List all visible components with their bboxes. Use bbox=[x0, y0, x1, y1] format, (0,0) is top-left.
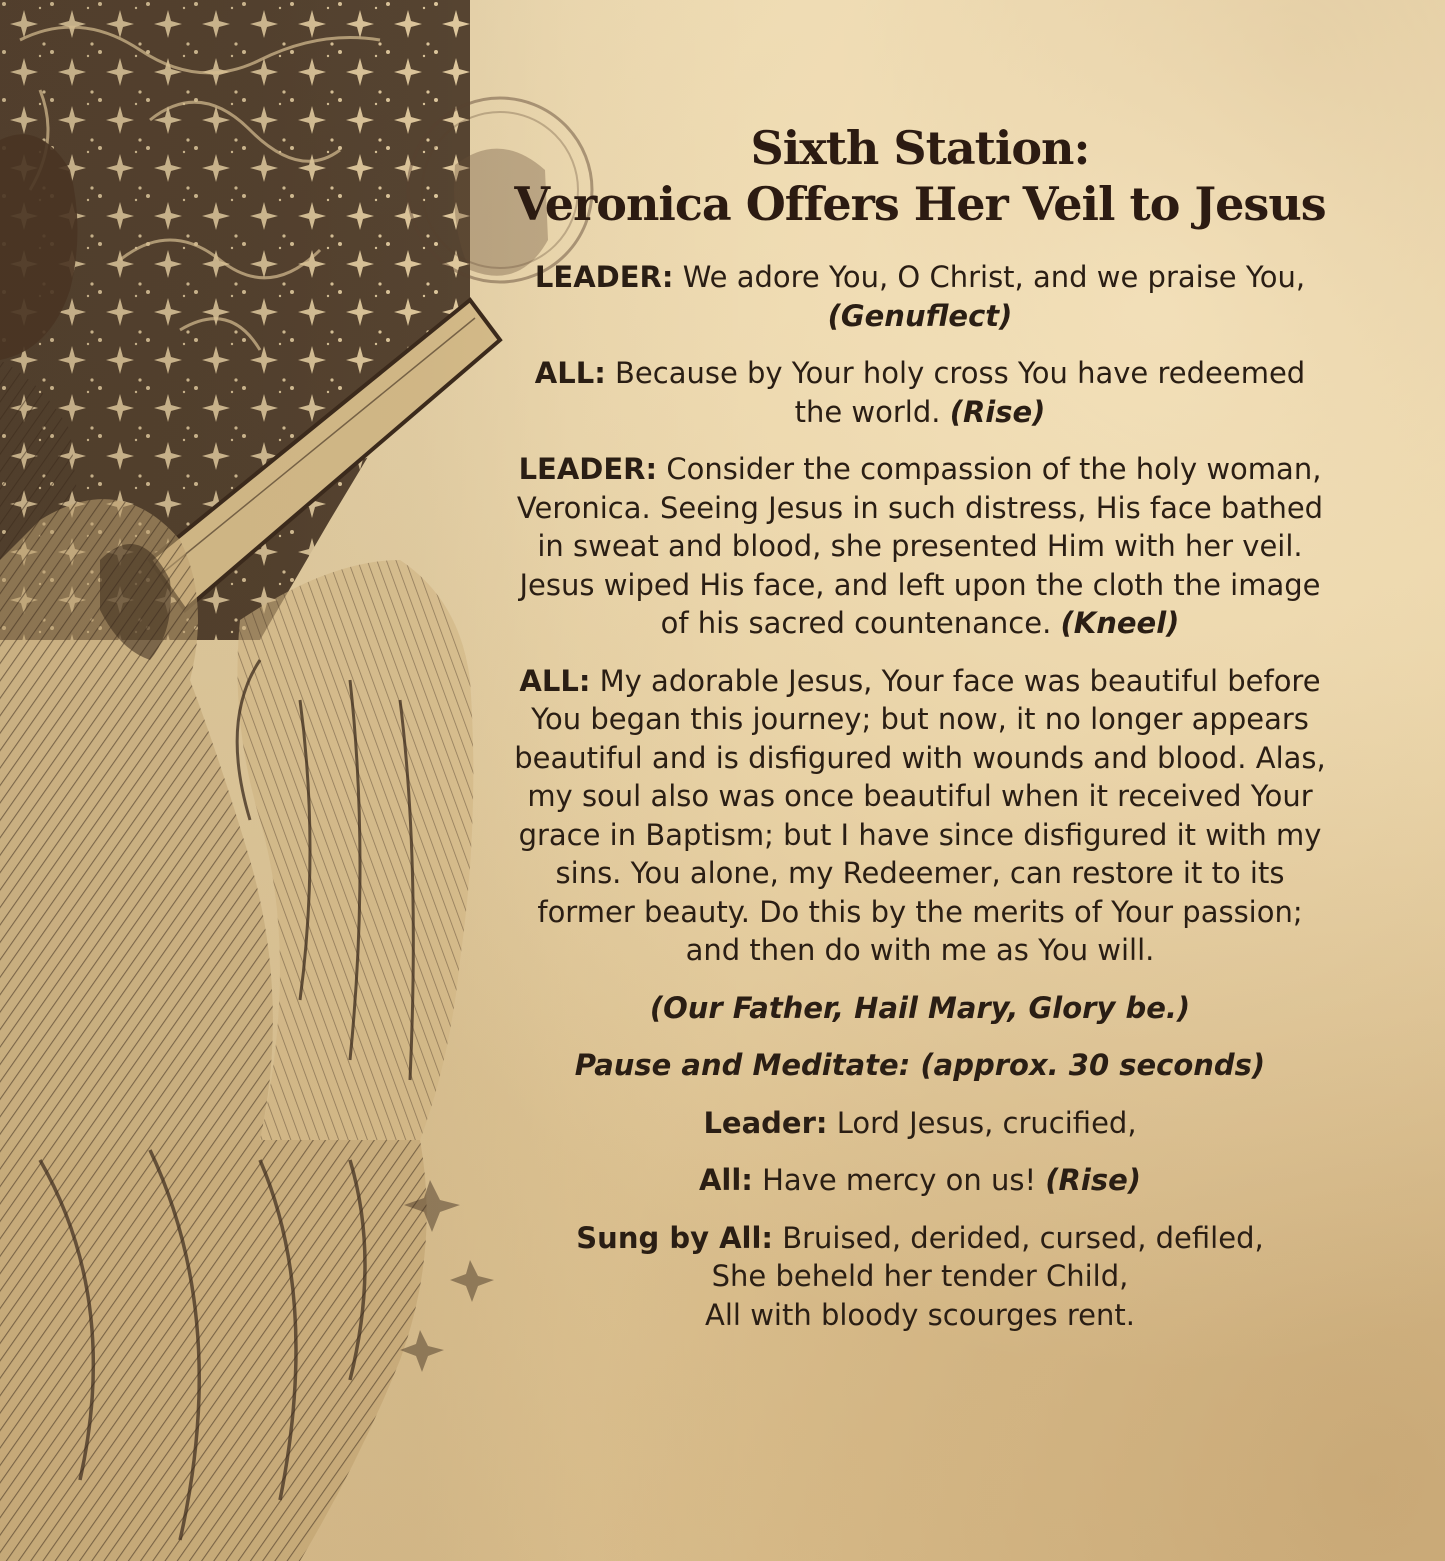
station-text-block bbox=[510, 120, 1330, 1353]
pause-rubric: Pause and Meditate: (approx. 30 seconds) bbox=[574, 1048, 1266, 1082]
closing-leader bbox=[510, 1104, 1330, 1143]
speaker-label: ALL: bbox=[534, 356, 606, 390]
speaker-label: LEADER: bbox=[534, 260, 674, 294]
hymn-line: All with bloody scourges rent. bbox=[705, 1297, 1135, 1332]
speaker-label: ALL: bbox=[519, 663, 591, 698]
hymn-line: Bruised, derided, cursed, defiled, bbox=[782, 1220, 1264, 1255]
hymn-line: She beheld her tender Child, bbox=[711, 1259, 1129, 1293]
speaker-label: LEADER: bbox=[518, 452, 658, 486]
passage-text: Because by Your holy cross You have redeemed the world. bbox=[615, 356, 1306, 429]
speaker-label: Sung by All: bbox=[576, 1220, 774, 1255]
closing-all-text: Have mercy on us! bbox=[762, 1163, 1037, 1197]
passage-all-prayer bbox=[510, 662, 1330, 970]
passage-all-response bbox=[510, 354, 1330, 431]
speaker-label: Leader: bbox=[703, 1105, 828, 1140]
prayers-rubric: (Our Father, Hail Mary, Glory be.) bbox=[649, 990, 1191, 1025]
rubric-cue: (Rise) bbox=[1045, 1163, 1142, 1197]
rubric-cue: (Rise) bbox=[949, 394, 1046, 429]
station-title bbox=[510, 120, 1330, 232]
speaker-label: All: bbox=[698, 1163, 753, 1197]
hymn-verse bbox=[510, 1219, 1330, 1335]
closing-all bbox=[510, 1161, 1330, 1200]
title-line-2: Veronica Offers Her Veil to Jesus bbox=[514, 177, 1326, 231]
rubric-cue: (Genuflect) bbox=[827, 298, 1013, 333]
passage-text: My adorable Jesus, Your face was beautiful before You began this journey; but now, it no longer appears beautiful and is disfigured with wounds and blood. Alas, my soul also was once beautiful when it received Your grace in Baptism; but I have since disfigured it with my sins. You alone, my Redeemer, can restore it to its former beauty. Do this by the merits of Your passion; and then do with me as You will. bbox=[514, 663, 1326, 967]
closing-leader-text: Lord Jesus, crucified, bbox=[836, 1105, 1137, 1140]
passage-text: We adore You, O Christ, and we praise You, bbox=[682, 260, 1306, 294]
title-line-1: Sixth Station: bbox=[750, 121, 1090, 175]
passage-leader-consider bbox=[510, 450, 1330, 643]
rubric-cue: (Kneel) bbox=[1060, 606, 1180, 640]
passage-text: Consider the compassion of the holy woman, Veronica. Seeing Jesus in such distress, His face bathed in sweat and blood, she presented Him with her veil. Jesus wiped His face, and left upon the cloth the image of his sacred countenance. bbox=[516, 452, 1324, 640]
passage-leader-adore bbox=[510, 258, 1330, 335]
